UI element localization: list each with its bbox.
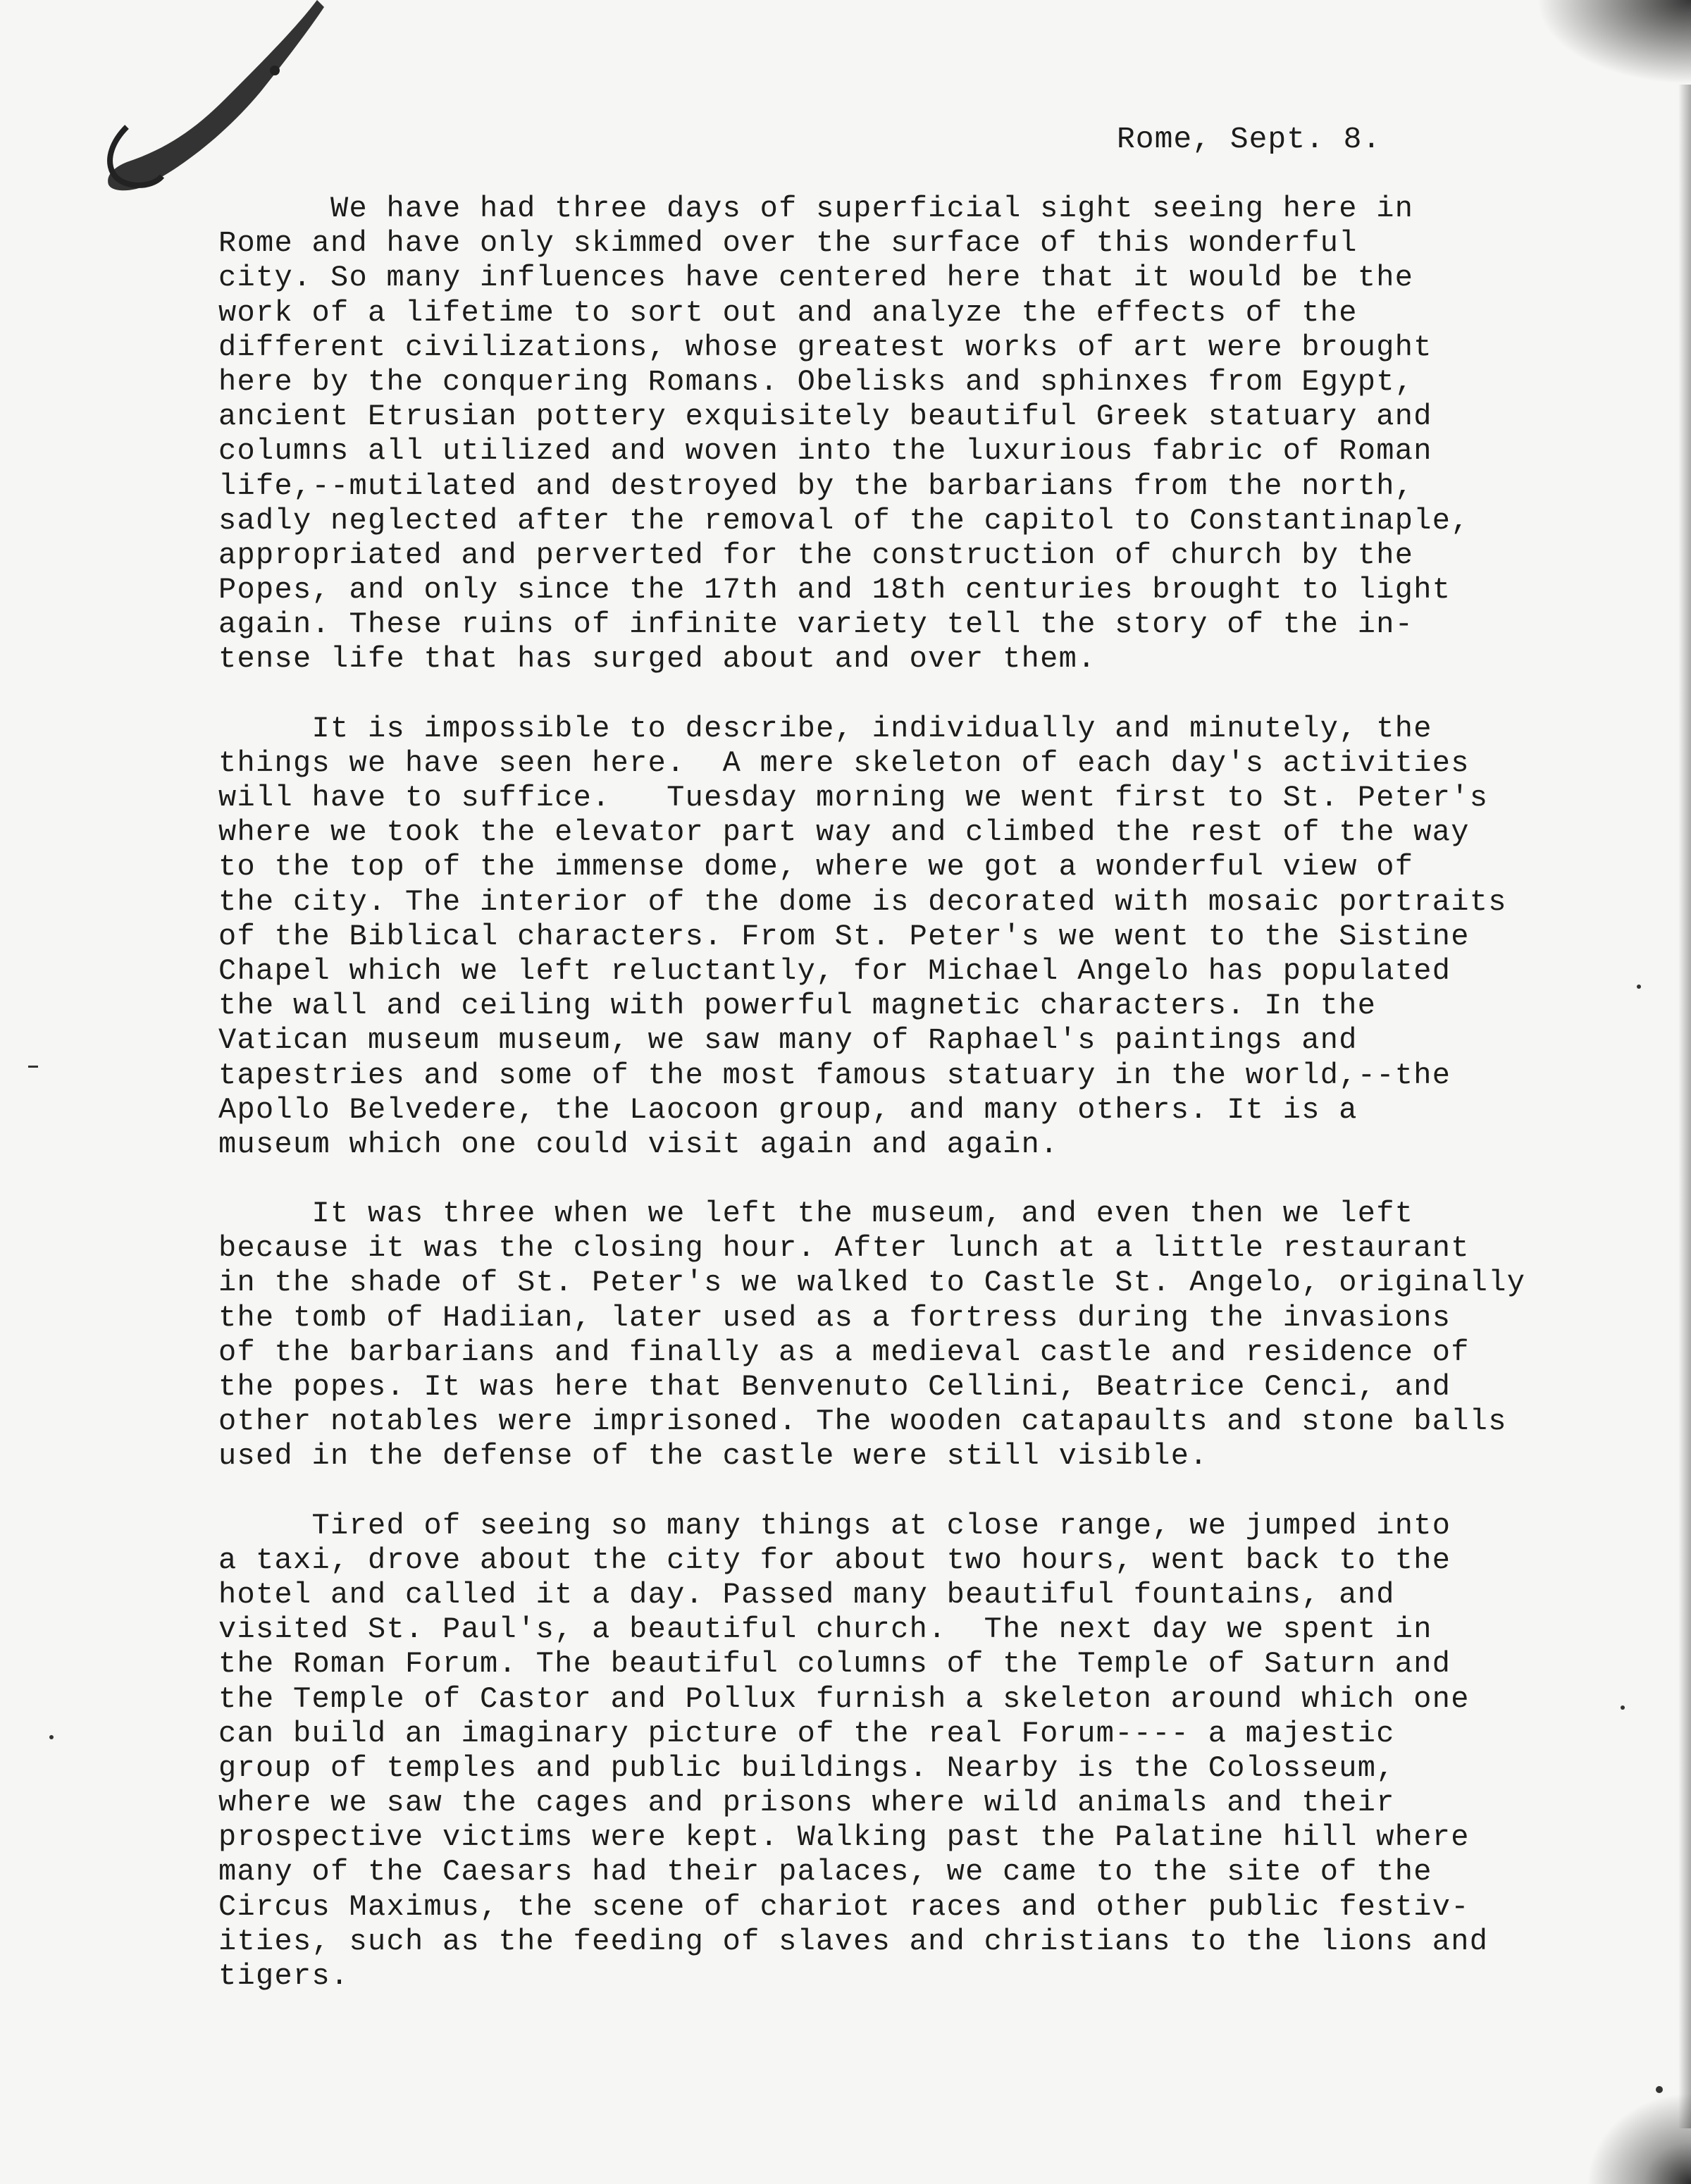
text-line: Vatican museum museum, we saw many of Raphael's paintings and [218,1023,1358,1058]
text-line: visited St. Paul's, a beautiful church. The next day we spent in [218,1612,1432,1647]
text-line: columns all utilized and woven into the luxurious fabric of Roman [218,434,1432,469]
text-line: different civilizations, whose greatest works of art were brought [218,330,1432,364]
text-line: Circus Maximus, the scene of chariot races and other public festiv- [218,1889,1470,1924]
text-line: the wall and ceiling with powerful magnetic characters. In the [218,989,1377,1023]
text-line: work of a lifetime to sort out and analyze the effects of the [218,295,1358,330]
text-line: Chapel which we left reluctantly, for Michael Angelo has populated [218,954,1451,988]
text-line: the popes. It was here that Benvenuto Cellini, Beatrice Cenci, and [218,1370,1451,1404]
text-line: We have had three days of superficial sight seeing here in [218,192,1414,226]
paragraph-3 [218,1197,1670,1474]
text-line: the Temple of Castor and Pollux furnish a skeleton around which one [218,1682,1470,1716]
paragraph-4 [218,1509,1670,1994]
text-line: Apollo Belvedere, the Laocoon group, and many others. It is a [218,1092,1358,1127]
text-line: things we have seen here. A mere skeleton of each day's activities [218,746,1470,780]
text-line: Tired of seeing so many things at close range, we jumped into [218,1508,1451,1543]
paragraph-2 [218,712,1670,1162]
text-line: in the shade of St. Peter's we walked to Castle St. Angelo, originally [218,1266,1526,1300]
letter-body [218,192,1670,2028]
text-line: the Roman Forum. The beautiful columns of the Temple of Saturn and [218,1647,1451,1682]
text-line: prospective victims were kept. Walking past the Palatine hill where [218,1820,1470,1855]
text-line: other notables were imprisoned. The wooden catapaults and stone balls [218,1405,1507,1439]
page-wear-right-edge [1678,85,1691,2128]
letter-dateline: Rome, Sept. 8. [1117,122,1382,156]
text-line: ancient Etrusian pottery exquisitely beautiful Greek statuary and [218,400,1432,434]
text-line: hotel and called it a day. Passed many beautiful fountains, and [218,1577,1395,1612]
text-line: ities, such as the feeding of slaves and christians to the lions and [218,1924,1489,1958]
text-line: It is impossible to describe, individually and minutely, the [218,711,1432,746]
paragraph-1 [218,192,1670,677]
text-line: of the Biblical characters. From St. Peter's we went to the Sistine [218,919,1470,954]
text-line: museum which one could visit again and again. [218,1127,1059,1161]
text-line: where we took the elevator part way and climbed the rest of the way [218,815,1470,850]
speck [28,1066,38,1068]
text-line: Popes, and only since the 17th and 18th centuries brought to light [218,573,1451,607]
text-line: where we saw the cages and prisons where wild animals and their [218,1786,1395,1820]
text-line: group of temples and public buildings. Nearby is the Colosseum, [218,1751,1395,1785]
text-line: many of the Caesars had their palaces, we came to the site of the [218,1855,1432,1889]
text-line: tapestries and some of the most famous statuary in the world,--the [218,1058,1451,1092]
text-line: will have to suffice. Tuesday morning we went first to St. Peter's [218,781,1489,815]
text-line: appropriated and perverted for the construction of church by the [218,538,1414,572]
text-line: to the top of the immense dome, where we got a wonderful view of [218,850,1414,884]
text-line: tense life that has surged about and over them. [218,642,1096,677]
text-line: of the barbarians and finally as a medieval castle and residence of [218,1335,1470,1369]
page-wear-bottom-right [1578,2085,1691,2184]
text-line: the city. The interior of the dome is decorated with mosaic portraits [218,884,1507,919]
ink-smudge-icon [85,0,324,197]
text-line: again. These ruins of infinite variety tell the story of the in- [218,607,1414,642]
speck [49,1735,54,1739]
text-line: It was three when we left the museum, and even then we left [218,1197,1414,1231]
text-line: the tomb of Hadiian, later used as a fortress during the invasions [218,1300,1451,1335]
text-line: Rome and have only skimmed over the surface of this wonderful [218,226,1358,261]
text-line: can build an imaginary picture of the real Forum---- a majestic [218,1716,1395,1751]
speck [1656,2086,1663,2093]
text-line: a taxi, drove about the city for about two hours, went back to the [218,1543,1451,1577]
text-line: tigers. [218,1959,349,1993]
text-line: here by the conquering Romans. Obelisks and sphinxes from Egypt, [218,364,1414,399]
text-line: used in the defense of the castle were still visible. [218,1439,1208,1474]
text-line: city. So many influences have centered here that it would be the [218,261,1414,295]
text-line: sadly neglected after the removal of the capitol to Constantinaple, [218,503,1470,538]
text-line: life,--mutilated and destroyed by the barbarians from the north, [218,469,1414,503]
text-line: because it was the closing hour. After lunch at a little restaurant [218,1231,1470,1266]
page-wear-top-right [1536,0,1691,85]
